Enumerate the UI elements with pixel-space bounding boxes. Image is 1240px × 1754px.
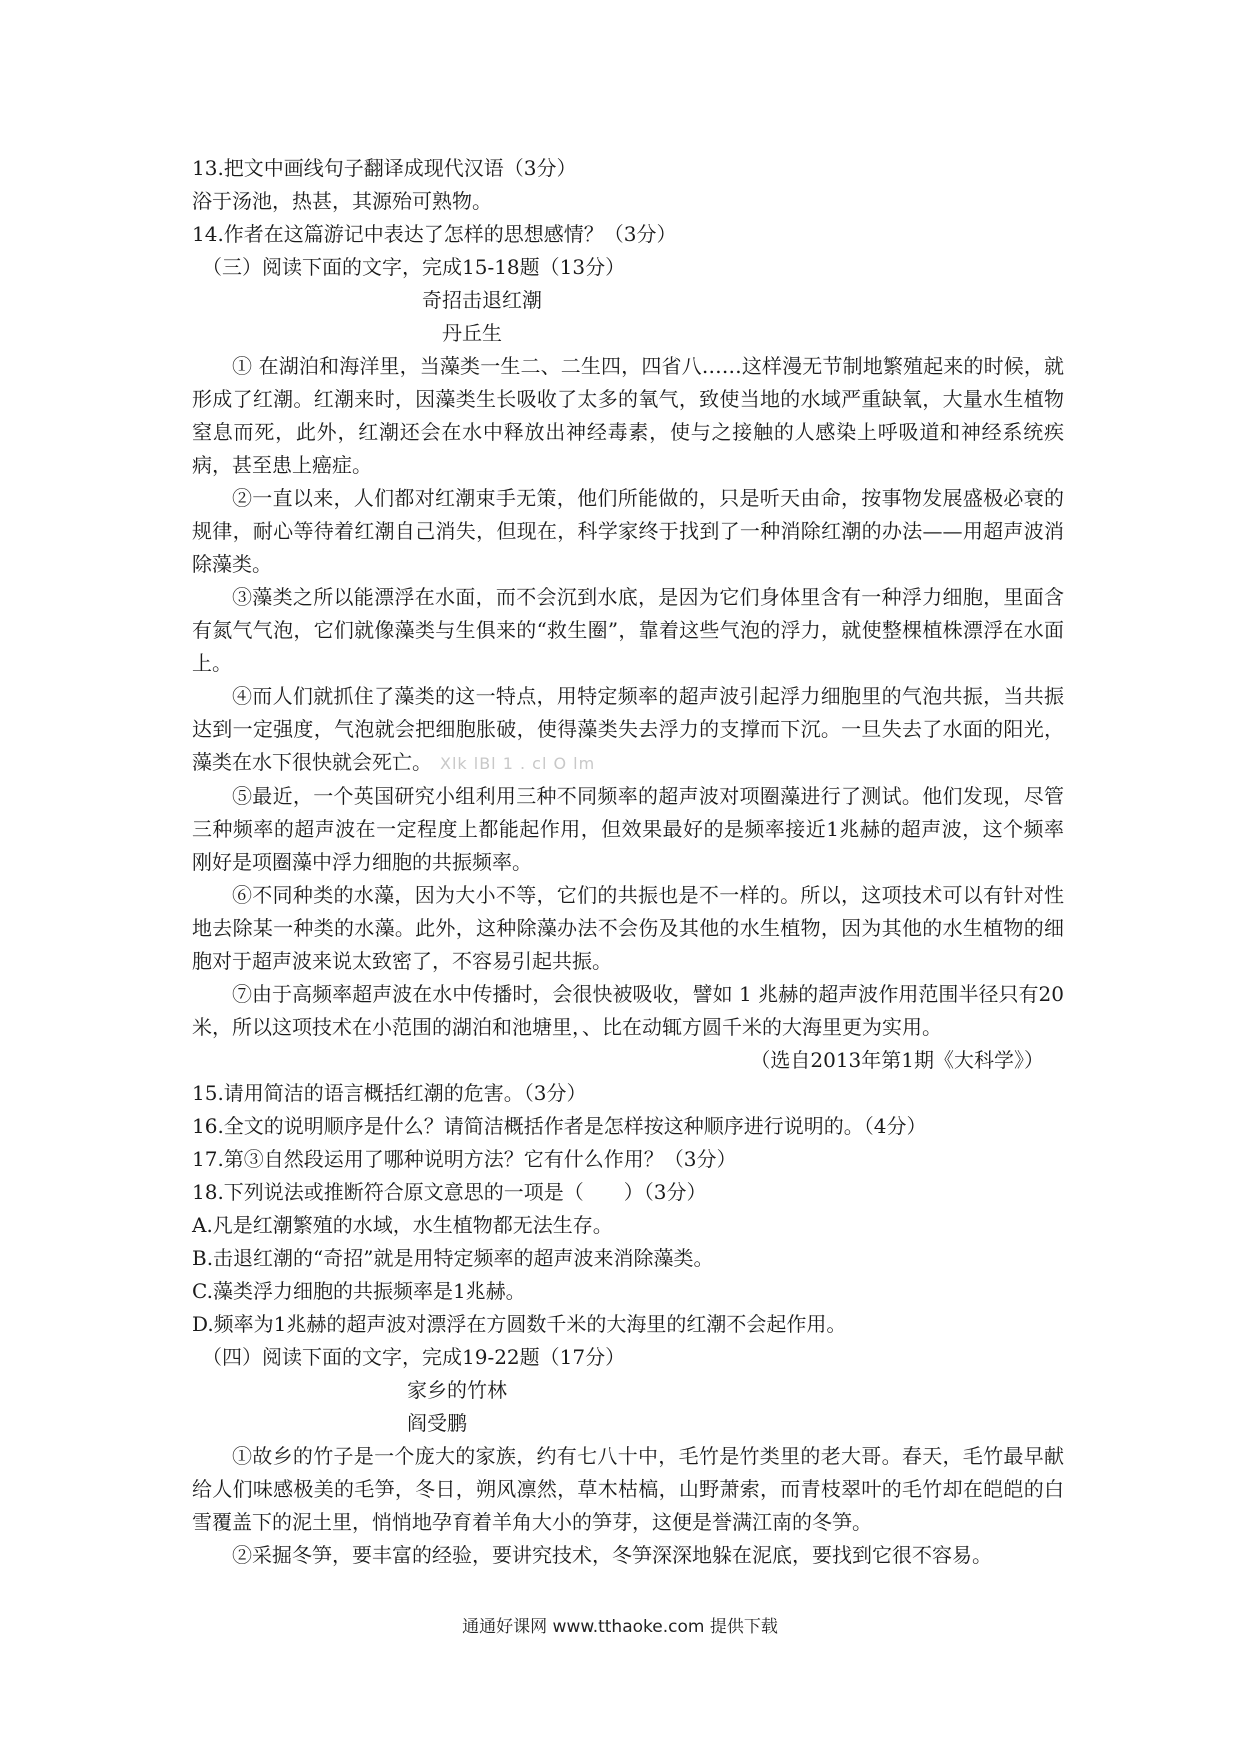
question-15: 15.请用简洁的语言概括红潮的危害。（3分） [192,1081,587,1105]
paragraph-6: ⑥不同种类的水藻，因为大小不等，它们的共振也是不一样的。所以，这项技术可以有针对性地去除某一种类的水藻。此外，这种除藻办法不会伤及其他的水生植物，因为其他的水生植物的细胞对于超声波来说太致密了，不容易引起共振。 [192,883,1064,973]
paragraph-5: ⑤最近，一个英国研究小组利用三种不同频率的超声波对项圈藻进行了测试。他们发现，尽管三种频率的超声波在一定程度上都能起作用，但效果最好的是频率接近1兆赫的超声波，这个频率刚好是项圈藻中浮力细胞的共振频率。 [192,784,1064,874]
section-4-heading: （四）阅读下面的文字，完成19-22题（17分） [202,1345,626,1369]
section-3-heading: （三）阅读下面的文字，完成15-18题（13分） [202,255,626,279]
paragraph-1: ① 在湖泊和海洋里，当藻类一生二、二生四，四省八……这样漫无节制地繁殖起来的时候，就形成了红潮。红潮来时，因藻类生长吸收了太多的氧气，致使当地的水域严重缺氧，大量水生植物窒息而死，此外，红潮还会在水中释放出神经毒素，使与之接触的人感染上呼吸道和神经系统疾病，甚至患上癌症。 [192,354,1064,477]
article-author-4: 阎受鹏 [407,1411,467,1435]
paragraph-4-2: ②采掘冬笋，要丰富的经验，要讲究技术，冬笋深深地躲在泥底，要找到它很不容易。 [232,1543,992,1567]
question-18: 18.下列说法或推断符合原文意思的一项是（ ）（3分） [192,1180,707,1204]
question-14: 14.作者在这篇游记中表达了怎样的思想感情？（3分） [192,222,677,246]
paragraph-3: ③藻类之所以能漂浮在水面，而不会沉到水底，是因为它们身体里含有一种浮力细胞，里面含有氮气气泡，它们就像藻类与生俱来的“救生圈”，靠着这些气泡的浮力，就使整棵植株漂浮在水面上。 [192,585,1064,675]
faint-watermark: Xlk lBl 1 . cl O lm [440,754,596,773]
option-d: D.频率为1兆赫的超声波对漂浮在方圆数千米的大海里的红潮不会起作用。 [192,1312,847,1336]
article-title-4: 家乡的竹林 [407,1378,507,1402]
option-a: A.凡是红潮繁殖的水域，水生植物都无法生存。 [192,1213,613,1237]
article-title-3: 奇招击退红潮 [422,288,542,312]
question-16: 16.全文的说明顺序是什么？请简洁概括作者是怎样按这种顺序进行说明的。（4分） [192,1114,927,1138]
article-source: （选自2013年第1期《大科学》） [750,1048,1044,1072]
option-c: C.藻类浮力细胞的共振频率是1兆赫。 [192,1279,526,1303]
question-13-sentence: 浴于汤池，热甚，其源殆可熟物。 [192,189,492,213]
paragraph-7: ⑦由于高频率超声波在水中传播时，会很快被吸收，譬如 1 兆赫的超声波作用范围半径只有20米，所以这项技术在小范围的湖泊和池塘里，、比在动辄方圆千米的大海里更为实用。 [192,982,1064,1039]
paragraph-4-1: ①故乡的竹子是一个庞大的家族，约有七八十中，毛竹是竹类里的老大哥。春天，毛竹最早献给人们味感极美的毛笋，冬日，朔风凛然，草木枯槁，山野萧索，而青枝翠叶的毛竹却在皑皑的白雪覆盖下的泥土里，悄悄地孕育着羊角大小的笋芽，这便是誉满江南的冬笋。 [192,1444,1064,1534]
question-13: 13.把文中画线句子翻译成现代汉语（3分） [192,156,577,180]
paragraph-4-text: ④而人们就抓住了藻类的这一特点，用特定频率的超声波引起浮力细胞里的气泡共振，当共振达到一定强度，气泡就会把细胞胀破，使得藻类失去浮力的支撑而下沉。一旦失去了水面的阳光，藻类在水下很快就会死亡。 [192,684,1064,774]
option-b: B.击退红潮的“奇招”就是用特定频率的超声波来消除藻类。 [192,1246,714,1270]
page-footer: 通通好课网 www.tthaoke.com 提供下载 [462,1617,778,1637]
paragraph-4 [192,680,1064,780]
paragraph-2: ②一直以来，人们都对红潮束手无策，他们所能做的，只是听天由命，按事物发展盛极必衰的规律，耐心等待着红潮自己消失，但现在，科学家终于找到了一种消除红潮的办法——用超声波消除藻类。 [192,486,1064,576]
document-body [192,152,1064,1572]
question-17: 17.第③自然段运用了哪种说明方法？它有什么作用？（3分） [192,1147,737,1171]
article-author-3: 丹丘生 [442,321,502,345]
